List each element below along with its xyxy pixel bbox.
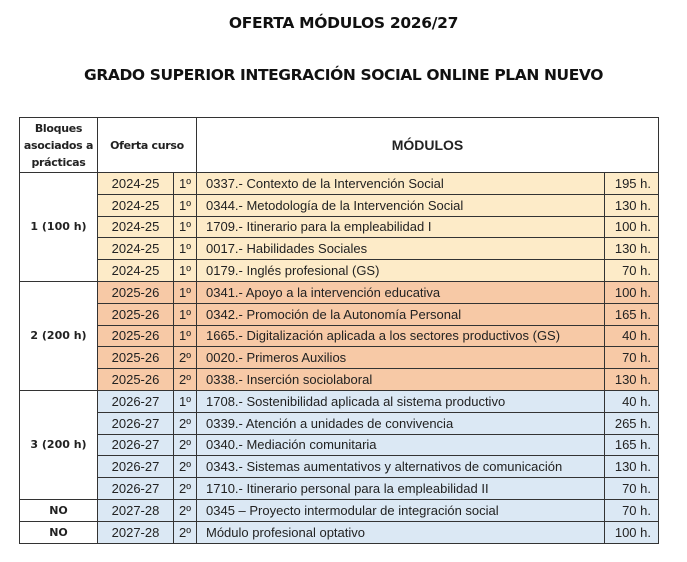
hours-cell: 100 h. [605,216,659,238]
semester-cell: 2º [174,478,197,500]
curso-cell: 2026-27 [98,434,174,456]
module-name-cell: 0020.- Primeros Auxilios [197,347,605,369]
module-name-cell: 0339.- Atención a unidades de convivencia [197,412,605,434]
curso-cell: 2024-25 [98,238,174,260]
hours-cell: 130 h. [605,194,659,216]
semester-cell: 2º [174,434,197,456]
bloque-cell: NO [20,521,98,543]
hours-cell: 130 h. [605,238,659,260]
header-oferta-curso: Oferta curso [98,118,197,173]
table-row [20,456,659,478]
curso-cell: 2027-28 [98,499,174,521]
semester-cell: 1º [174,173,197,195]
hours-cell: 70 h. [605,499,659,521]
semester-cell: 2º [174,499,197,521]
curso-cell: 2025-26 [98,347,174,369]
module-name-cell: 0341.- Apoyo a la intervención educativa [197,281,605,303]
hours-cell: 70 h. [605,478,659,500]
semester-cell: 1º [174,260,197,282]
module-name-cell: 0340.- Mediación comunitaria [197,434,605,456]
document-subtitle: GRADO SUPERIOR INTEGRACIÓN SOCIAL ONLINE PLAN NUEVO [84,66,603,84]
table-row [20,216,659,238]
curso-cell: 2024-25 [98,260,174,282]
table-row [20,412,659,434]
modules-table [19,117,659,544]
table-row [20,390,659,412]
curso-cell: 2025-26 [98,303,174,325]
hours-cell: 40 h. [605,390,659,412]
module-name-cell: 0345 – Proyecto intermodular de integración social [197,499,605,521]
semester-cell: 1º [174,390,197,412]
semester-cell: 2º [174,347,197,369]
curso-cell: 2024-25 [98,216,174,238]
hours-cell: 40 h. [605,325,659,347]
semester-cell: 1º [174,303,197,325]
semester-cell: 1º [174,194,197,216]
curso-cell: 2026-27 [98,390,174,412]
semester-cell: 1º [174,325,197,347]
module-name-cell: 0337.- Contexto de la Intervención Social [197,173,605,195]
module-name-cell: 0342.- Promoción de la Autonomía Personal [197,303,605,325]
module-name-cell: 0179.- Inglés profesional (GS) [197,260,605,282]
semester-cell: 2º [174,412,197,434]
table-row [20,260,659,282]
bloque-cell: 3 (200 h) [20,390,98,499]
curso-cell: 2024-25 [98,194,174,216]
table-header-row [20,118,659,173]
header-modulos: MÓDULOS [197,118,659,173]
semester-cell: 2º [174,369,197,391]
table-row [20,325,659,347]
table-row [20,303,659,325]
bloque-cell: NO [20,499,98,521]
header-bloques: Bloques asociados a prácticas [20,118,98,173]
curso-cell: 2025-26 [98,325,174,347]
curso-cell: 2026-27 [98,456,174,478]
semester-cell: 2º [174,521,197,543]
module-name-cell: 0017.- Habilidades Sociales [197,238,605,260]
curso-cell: 2027-28 [98,521,174,543]
bloque-cell: 1 (100 h) [20,173,98,282]
table-row [20,194,659,216]
hours-cell: 70 h. [605,260,659,282]
curso-cell: 2026-27 [98,412,174,434]
curso-cell: 2026-27 [98,478,174,500]
table-row [20,478,659,500]
table-row [20,434,659,456]
hours-cell: 195 h. [605,173,659,195]
module-name-cell: 1709.- Itinerario para la empleabilidad I [197,216,605,238]
hours-cell: 100 h. [605,521,659,543]
bloque-cell: 2 (200 h) [20,281,98,390]
semester-cell: 1º [174,216,197,238]
module-name-cell: 1708.- Sostenibilidad aplicada al sistema productivo [197,390,605,412]
hours-cell: 100 h. [605,281,659,303]
curso-cell: 2025-26 [98,369,174,391]
module-name-cell: 0338.- Inserción sociolaboral [197,369,605,391]
table-row [20,369,659,391]
hours-cell: 130 h. [605,456,659,478]
hours-cell: 265 h. [605,412,659,434]
table-row [20,347,659,369]
table-row [20,173,659,195]
module-name-cell: 0344.- Metodología de la Intervención Social [197,194,605,216]
hours-cell: 165 h. [605,303,659,325]
curso-cell: 2024-25 [98,173,174,195]
table-body [20,173,659,544]
module-name-cell: 1665.- Digitalización aplicada a los sectores productivos (GS) [197,325,605,347]
semester-cell: 1º [174,281,197,303]
hours-cell: 70 h. [605,347,659,369]
module-name-cell: 1710.- Itinerario personal para la empleabilidad II [197,478,605,500]
module-name-cell: 0343.- Sistemas aumentativos y alternativos de comunicación [197,456,605,478]
table-row [20,521,659,543]
document-title: OFERTA MÓDULOS 2026/27 [228,14,459,32]
semester-cell: 1º [174,238,197,260]
table-row [20,238,659,260]
table-row [20,499,659,521]
semester-cell: 2º [174,456,197,478]
table-row [20,281,659,303]
module-name-cell: Módulo profesional optativo [197,521,605,543]
hours-cell: 130 h. [605,369,659,391]
curso-cell: 2025-26 [98,281,174,303]
hours-cell: 165 h. [605,434,659,456]
